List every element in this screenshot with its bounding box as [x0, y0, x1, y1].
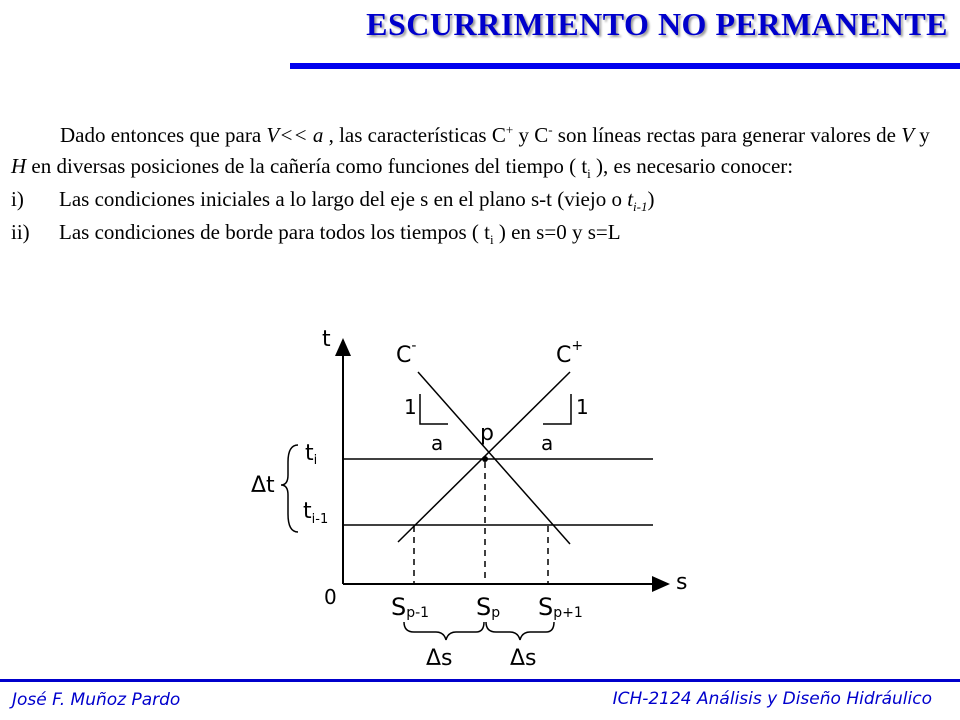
- footer-course: ICH-2124 Análisis y Diseño Hidráulico: [612, 689, 932, 709]
- delta-s-right-label: Δs: [510, 646, 537, 671]
- point-p-label: p: [480, 421, 494, 446]
- s-axis-label: s: [676, 570, 688, 595]
- c-minus-line: [418, 372, 570, 544]
- slope-triangle-right: [543, 394, 571, 424]
- origin-label: 0: [324, 585, 337, 609]
- title-underline: [290, 63, 960, 69]
- list-item-text: [59, 217, 621, 248]
- list-item-initial-conditions: [11, 184, 941, 215]
- slide-body: [11, 120, 941, 248]
- list-item-var-t: t: [627, 187, 634, 211]
- intro-var-h: H: [11, 154, 27, 178]
- list-item-body: Las condiciones iniciales a lo largo del eje s en el plano s-t (viejo o: [59, 187, 628, 211]
- slope-run-right: a: [541, 431, 554, 455]
- list-item-boundary-conditions: [11, 217, 941, 248]
- delta-t-brace: [281, 445, 298, 532]
- list-item-body: Las condiciones de borde para todos los tiempos ( t: [59, 220, 490, 244]
- c-plus-superscript: +: [505, 122, 514, 137]
- delta-s-left-label: Δs: [426, 646, 453, 671]
- intro-paragraph: [11, 120, 941, 182]
- ti-1-label: $t_{i-1}$: [303, 499, 329, 527]
- slide-title: ESCURRIMIENTO NO PERMANENTE: [366, 6, 948, 42]
- list-item-end: ) en s=0 y s=L: [493, 220, 621, 244]
- intro-var-v: V: [901, 123, 915, 147]
- intro-text-6: en diversas posiciones de la cañería como funciones del tiempo ( t: [26, 154, 588, 178]
- c-minus-superscript: -: [548, 122, 553, 137]
- slope-run-left: a: [431, 431, 444, 455]
- s-p-1-label: Sp-1: [391, 593, 430, 621]
- intro-var-v-much-less-a: V<< a: [266, 123, 324, 147]
- list-marker: i): [11, 187, 24, 211]
- footer-author: José F. Muñoz Pardo: [12, 690, 181, 710]
- delta-s-brace-right: [486, 622, 554, 640]
- intro-text-7: ), es necesario conocer:: [590, 154, 794, 178]
- intro-text-4: son líneas rectas para generar valores de: [552, 123, 902, 147]
- ti-label: ti: [305, 441, 318, 468]
- intro-text-3: y C: [513, 123, 549, 147]
- c-minus-label: C-: [396, 338, 417, 368]
- list-item-end: ): [647, 187, 655, 211]
- slope-triangle-left: [420, 394, 448, 424]
- delta-t-label: Δt: [251, 473, 275, 498]
- intro-subscript-i: i: [587, 166, 591, 182]
- list-item-subscript: i: [489, 232, 494, 248]
- list-item-text: [59, 184, 655, 215]
- characteristics-diagram: [248, 322, 705, 680]
- slope-rise-left: 1: [404, 395, 417, 419]
- s-p+1-label: Sp+1: [538, 593, 583, 621]
- intro-text-5: y: [914, 123, 930, 147]
- intro-text-2: , las características C: [323, 123, 506, 147]
- t-axis-label: t: [322, 327, 331, 352]
- intro-text-1: Dado entonces que para: [60, 123, 267, 147]
- list-item-subscript: i-1: [633, 199, 648, 215]
- c-plus-label: C+: [556, 338, 584, 368]
- footer-rule: [0, 679, 960, 682]
- slope-rise-right: 1: [576, 395, 589, 419]
- delta-s-brace-left: [404, 622, 484, 640]
- s-p-label: Sp: [476, 593, 501, 621]
- characteristics-diagram-svg: [248, 322, 705, 680]
- point-p: [482, 456, 488, 462]
- list-marker: ii): [11, 220, 30, 244]
